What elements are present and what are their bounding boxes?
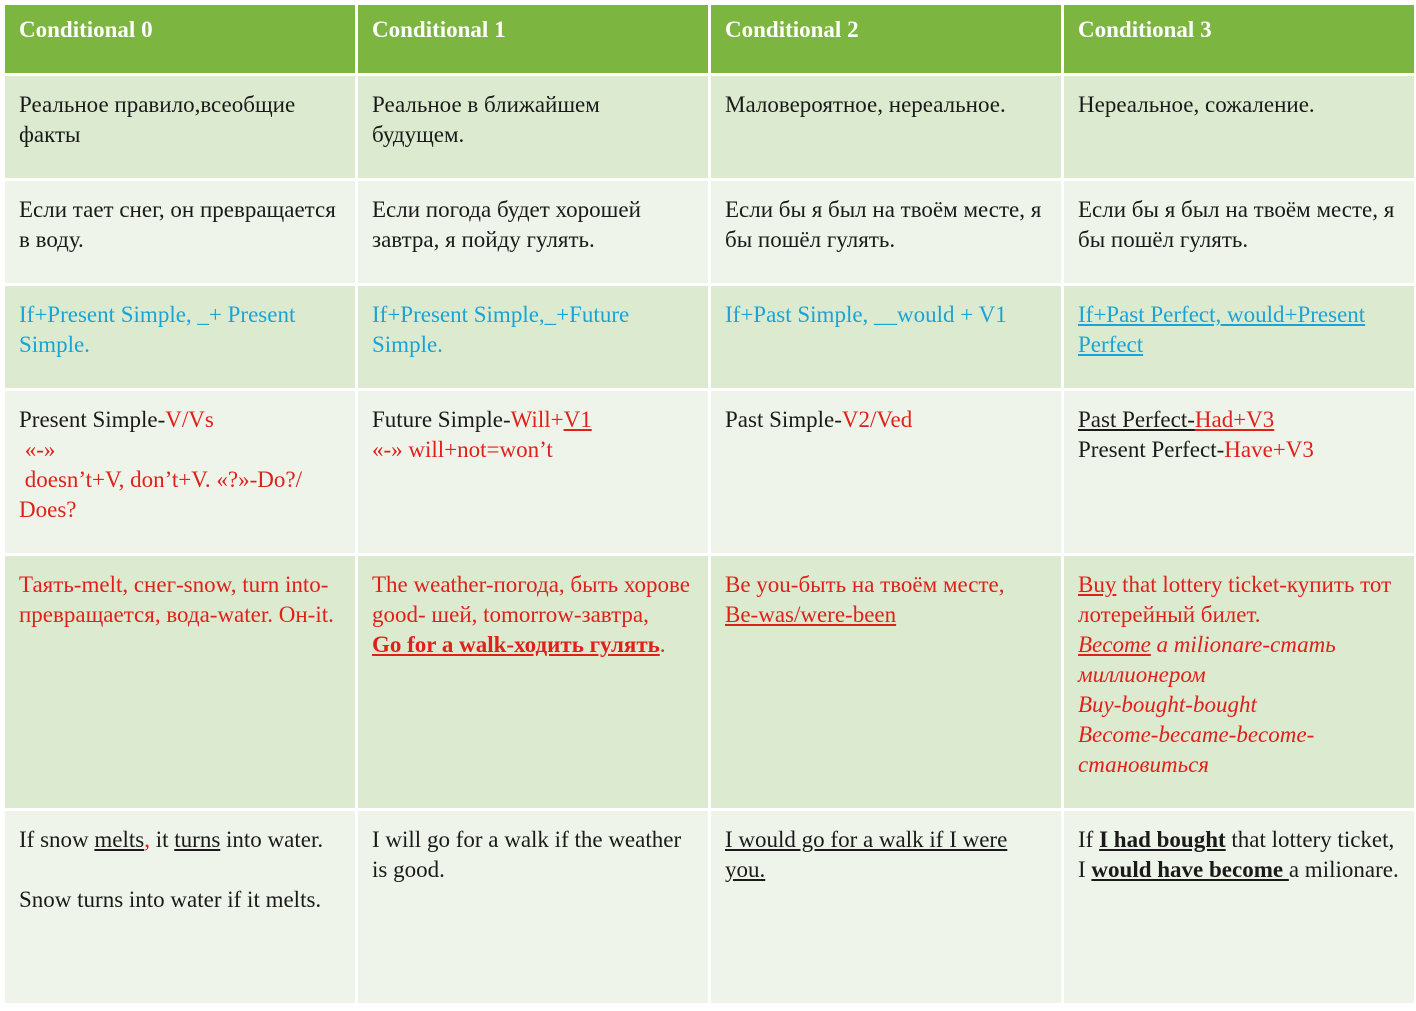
tense-name: Past Simple-: [725, 407, 842, 432]
word-melts: melts: [94, 827, 145, 852]
vocab-cell-0: Таять-melt, снег-snow, turn into-превращается, вода-water. Он-it.: [4, 555, 357, 810]
comma: ,: [144, 827, 150, 852]
tense-cell-2: [710, 390, 1063, 555]
negative-form: «-» will+not=won’t: [372, 437, 553, 462]
header-conditional-1: Conditional 1: [357, 4, 710, 75]
header-row: [4, 4, 1416, 75]
en-example-cell-0: [4, 810, 357, 1005]
tense-form: V2/Ved: [841, 407, 913, 432]
ru-example-cell-2: Если бы я был на твоём месте, я бы пошёл гулять.: [710, 180, 1063, 285]
phrase-had-bought: I had bought: [1099, 827, 1226, 852]
vocab-text-2: a milionare-стать миллионером: [1078, 632, 1336, 687]
vocab-phrase: Go for a walk-ходить гулять: [372, 632, 660, 657]
vocab-forms-become: Become-became-become-становиться: [1078, 722, 1315, 777]
vocab-cell-3: [1063, 555, 1416, 810]
formula-cell-0: If+Present Simple, _+ Present Simple.: [4, 285, 357, 390]
tense-cell-3: [1063, 390, 1416, 555]
tense-form: Will+: [510, 407, 564, 432]
negative-question-forms: doesn’t+V, don’t+V. «?»-Do?/ Does?: [19, 467, 308, 522]
vocab-text: that lottery ticket-купить тот лотерейный билет.: [1078, 572, 1392, 627]
vocab-word-buy: Buy: [1078, 572, 1117, 597]
ru-example-cell-0: Если тает снег, он превращается в воду.: [4, 180, 357, 285]
vocab-verb-forms: Be-was/were-been: [725, 602, 897, 627]
text: If: [1078, 827, 1100, 852]
vocab-forms-buy: Buy-bought-bought: [1078, 692, 1257, 717]
english-example-row: [4, 810, 1416, 1005]
en-example-cell-3: [1063, 810, 1416, 1005]
en-example-cell-1: I will go for a walk if the weather is good.: [357, 810, 710, 1005]
text: If snow: [19, 827, 95, 852]
text: a milionare.: [1288, 857, 1399, 882]
tense-form-2: Have+V3: [1224, 437, 1314, 462]
conditionals-table: [2, 2, 1416, 1006]
word-turns: turns: [174, 827, 221, 852]
tense-cell-1: [357, 390, 710, 555]
formula-cell-2: If+Past Simple, __would + V1: [710, 285, 1063, 390]
header-conditional-0: Conditional 0: [4, 4, 357, 75]
tense-form-v1: V1: [563, 407, 592, 432]
tense-cell-0: [4, 390, 357, 555]
tense-form: V/Vs: [165, 407, 214, 432]
negative-marker: «-»: [19, 437, 56, 462]
meaning-row: [4, 75, 1416, 180]
text: that lottery ticket, I: [1078, 827, 1395, 882]
meaning-cell-0: Реальное правило,всеобщие факты: [4, 75, 357, 180]
meaning-cell-1: Реальное в ближайшем будущем.: [357, 75, 710, 180]
text: into water.: [220, 827, 324, 852]
tense-name-2: Present Perfect-: [1078, 437, 1225, 462]
ru-example-cell-1: Если погода будет хорошей завтра, я пойду гулять.: [357, 180, 710, 285]
vocab-period: .: [659, 632, 666, 657]
header-conditional-3: Conditional 3: [1063, 4, 1416, 75]
tense-name: Future Simple-: [372, 407, 511, 432]
text: it: [149, 827, 175, 852]
header-conditional-2: Conditional 2: [710, 4, 1063, 75]
ru-example-cell-3: Если бы я был на твоём месте, я бы пошёл гулять.: [1063, 180, 1416, 285]
phrase-would-have-become: would have become: [1091, 857, 1289, 882]
russian-example-row: [4, 180, 1416, 285]
tense-row: [4, 390, 1416, 555]
formula-cell-1: If+Present Simple,_+Future Simple.: [357, 285, 710, 390]
tense-form: Had+V3: [1194, 407, 1275, 432]
second-example: Snow turns into water if it melts.: [19, 887, 322, 912]
vocab-text: The weather-погода, быть хорове good- шей, tomorrow-завтра,: [372, 572, 690, 627]
formula-row: [4, 285, 1416, 390]
vocab-text: Be you-быть на твоём месте,: [725, 572, 1005, 597]
vocab-cell-1: [357, 555, 710, 810]
tense-name: Past Perfect-: [1078, 407, 1195, 432]
formula-cell-3: If+Past Perfect, would+Present Perfect: [1063, 285, 1416, 390]
vocabulary-row: [4, 555, 1416, 810]
meaning-cell-2: Маловероятное, нереальное.: [710, 75, 1063, 180]
vocab-cell-2: [710, 555, 1063, 810]
vocab-word-become: Become: [1078, 632, 1151, 657]
tense-name: Present Simple-: [19, 407, 166, 432]
meaning-cell-3: Нереальное, сожаление.: [1063, 75, 1416, 180]
en-example-cell-2: I would go for a walk if I were you.: [710, 810, 1063, 1005]
